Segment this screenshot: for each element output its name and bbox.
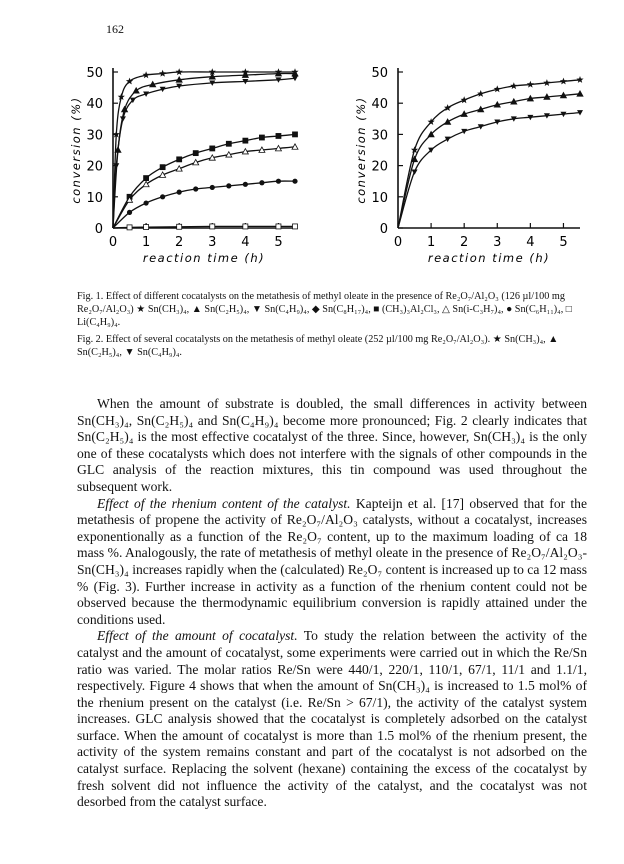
figure-2-caption: Fig. 2. Effect of several cocatalysts on the metathesis of methyl oleate (252 µl/100 mg Re₂O₇/Al₂O₃). ★ Sn(CH₃)₄, ▲ Sn(C₂H₅)₄, ▼ Sn(C₄H₉)₄.: [77, 334, 559, 358]
right-chart-y-tick-label: 40: [371, 97, 388, 113]
right-chart-y-tick-label: 30: [371, 128, 388, 144]
right-chart-x-tick-label: 0: [393, 235, 403, 250]
left-chart-x-tick-label: 5: [274, 235, 283, 250]
paragraph-cocatalyst: [77, 628, 587, 811]
right-chart-x-tick-label: 5: [559, 235, 568, 250]
left-chart-series-0-point: [143, 71, 150, 78]
right-chart-y-tick-label: 0: [379, 222, 388, 237]
right-chart-series-0-point: [461, 96, 468, 103]
right-chart-x-tick-label: 3: [493, 235, 502, 250]
left-chart-series-6-point: [276, 224, 281, 229]
left-chart-series-6-point: [177, 224, 182, 229]
left-chart-series-5-point: [210, 185, 215, 190]
left-chart-y-tick-label: 0: [94, 222, 103, 237]
right-chart-x-tick-label: 2: [460, 235, 469, 250]
right-chart-series-2-point: [412, 169, 418, 174]
left-chart-series-3-point: [293, 132, 298, 137]
right-chart-y-tick-label: 20: [371, 159, 388, 175]
right-chart-series-0-point: [560, 78, 567, 85]
paragraph-rhenium-text: Kapteijn et al. [17] observed that for the metathesis of propene the activity of Re₂O₇/Al₂O₃ catalysts, without a cocatalyst, increases exponentionally as a function of the Re₂O₇ content, up to the maximum loading of ca 18 mass %. Analogously, the rate of metathesis of methyl oleate in the presence of Re₂O₇/Al₂O₃-Sn(CH₃)₄ increases rapidly when the (calculated) Re₂O₇ content is increased up to ca 12 mass % (Fig. 3). Further increase in activity as a function of the rhenium content could not be observed because the thermodynamic equilibrium conversion is rapidly attained under the conditions used.: [77, 495, 588, 627]
left-chart-series-5-point: [243, 182, 248, 187]
left-chart-y-tick-label: 30: [86, 128, 103, 144]
left-chart-series-5-point: [193, 186, 198, 191]
left-chart-series-3-point: [160, 165, 165, 170]
left-chart-y-axis-label: conversion (%): [69, 96, 83, 204]
left-chart-series-3-point: [144, 176, 149, 181]
page-number: 162: [106, 22, 124, 36]
left-chart-series-5-point: [259, 180, 264, 185]
left-chart-series-6-point: [243, 224, 248, 229]
left-chart-series-3-point: [193, 151, 198, 156]
paragraph-substrate: When the amount of substrate is doubled, the small differences in activity between Sn(CH₃)₄, Sn(C₂H₅)₄ and Sn(C₄H₉)₄ become more pronounced; Fig. 2 clearly indicates that Sn(C₂H₅)₄ is the most effective cocatalyst of the three. Since, however, Sn(CH₃)₄ is the only one of these cocatalysts which does not interfere with the signals of other compounds in the GLC analysis of the reaction mixtures, this tin compound was used throughout the subsequent work.: [77, 396, 587, 494]
right-chart-series-0-line: [398, 80, 580, 228]
left-chart-series-3-line: [113, 134, 295, 228]
right-chart-series-0-point: [527, 81, 534, 88]
right-chart-x-tick-label: 1: [426, 235, 436, 250]
left-chart-x-tick-label: 3: [208, 235, 217, 250]
figure-1-caption: Fig. 1. Effect of different cocatalysts on the metathesis of methyl oleate in the presence of Re₂O₇/Al₂O₃ (126 µl/100 mg Re₂O₇/Al₂O₃) ★ Sn(CH₃)₄, ▲ Sn(C₂H₅)₄, ▼ Sn(C₄H₉)₄, ◆ Sn(C₈H₁₇)₄, ■ (CH₃)₃Al₂Cl₃, △ Sn(i-C₃H₇)₄, ● Sn(C₆H₁₁)₄, □ Li(C₄H₉)₄.: [77, 291, 572, 328]
left-chart-series-6-point: [127, 225, 132, 230]
left-chart-series-6-point: [293, 224, 298, 229]
right-chart-series-0-point: [510, 82, 517, 89]
left-chart-series-0-point: [176, 68, 183, 75]
right-chart-series-0-point: [494, 85, 501, 92]
right-chart-y-axis-label: conversion (%): [354, 96, 368, 204]
paragraph-cocatalyst-text: To study the relation between the activity of the catalyst and the amount of cocatalyst, some experiments were carried out in which the Re/Sn ratio was varied. The molar ratios Re/Sn were 440/1, 220/1, 110/1, 67/1, 11/1 and 1.1/1, respectively. Figure 4 shows that when the amount of Sn(CH₃)₄ is increased to 1.5 mol% of the rhenium present on the catalyst (i.e. Re/Sn > 67/1), the activity of the catalyst system increases. GLC analysis showed that the cocatalyst is completely adsorbed on the catalyst surface. When the amount of cocatalyst is more than 1.5 mol% of the rhenium present, the activity of the system remains constant and part of the cocatalyst is not adsorbed on the catalyst surface. Replacing the solvent (hexane) containing the excess of the cocatalyst by fresh solvent did not influence the activity of the catalyst, and the cocatalyst was not desorbed from the catalyst surface.: [77, 628, 587, 810]
right-chart-series-0-point: [477, 90, 484, 97]
left-chart-series-3-point: [226, 141, 231, 146]
left-chart-series-3-point: [210, 146, 215, 151]
left-chart-series-5-point: [226, 183, 231, 188]
body-text: [77, 396, 587, 811]
right-chart-series-2-point: [445, 137, 451, 142]
left-chart-series-3-point: [177, 157, 182, 162]
left-chart-series-5-point: [177, 190, 182, 195]
right-chart-series-2-line: [398, 113, 580, 228]
left-chart-series-6-point: [144, 225, 149, 230]
right-chart-y-tick-label: 10: [371, 190, 388, 206]
left-chart-x-axis-label: reaction time (h): [142, 251, 266, 265]
left-chart-series-3-point: [243, 138, 248, 143]
left-chart-x-tick-label: 4: [241, 235, 250, 250]
left-chart-series-5-point: [292, 179, 297, 184]
left-chart-series-0-point: [159, 70, 166, 77]
left-chart-series-5-point: [160, 194, 165, 199]
paragraph-rhenium: [77, 496, 587, 629]
left-chart-series-3-point: [276, 133, 281, 138]
left-chart-series-5-point: [276, 179, 281, 184]
left-chart-series-4-line: [113, 147, 295, 228]
left-chart-series-5-point: [143, 200, 148, 205]
figure-charts: [0, 0, 624, 290]
left-chart-x-tick-label: 2: [175, 235, 184, 250]
right-chart-x-axis-label: reaction time (h): [427, 251, 551, 265]
left-chart-y-tick-label: 40: [86, 97, 103, 113]
right-chart-series-1-point: [445, 119, 451, 124]
right-chart-y-tick-label: 50: [371, 66, 388, 81]
left-chart-y-tick-label: 20: [86, 159, 103, 175]
left-chart-series-3-point: [259, 135, 264, 140]
left-chart-x-tick-label: 1: [141, 235, 151, 250]
left-chart-y-tick-label: 10: [86, 190, 103, 206]
right-chart-x-tick-label: 4: [526, 235, 535, 250]
right-chart-series-0-point: [543, 79, 550, 86]
left-chart-y-tick-label: 50: [86, 66, 103, 81]
right-chart-series-1-line: [398, 94, 580, 228]
left-chart-series-6-point: [210, 224, 215, 229]
heading-rhenium: Effect of the rhenium content of the catalyst.: [97, 495, 351, 511]
heading-cocatalyst: Effect of the amount of cocatalyst.: [97, 628, 298, 644]
left-chart-x-tick-label: 0: [108, 235, 118, 250]
left-chart-series-5-point: [127, 210, 132, 215]
left-chart-series-2-point: [120, 116, 126, 121]
right-chart-series-0-point: [576, 76, 583, 83]
